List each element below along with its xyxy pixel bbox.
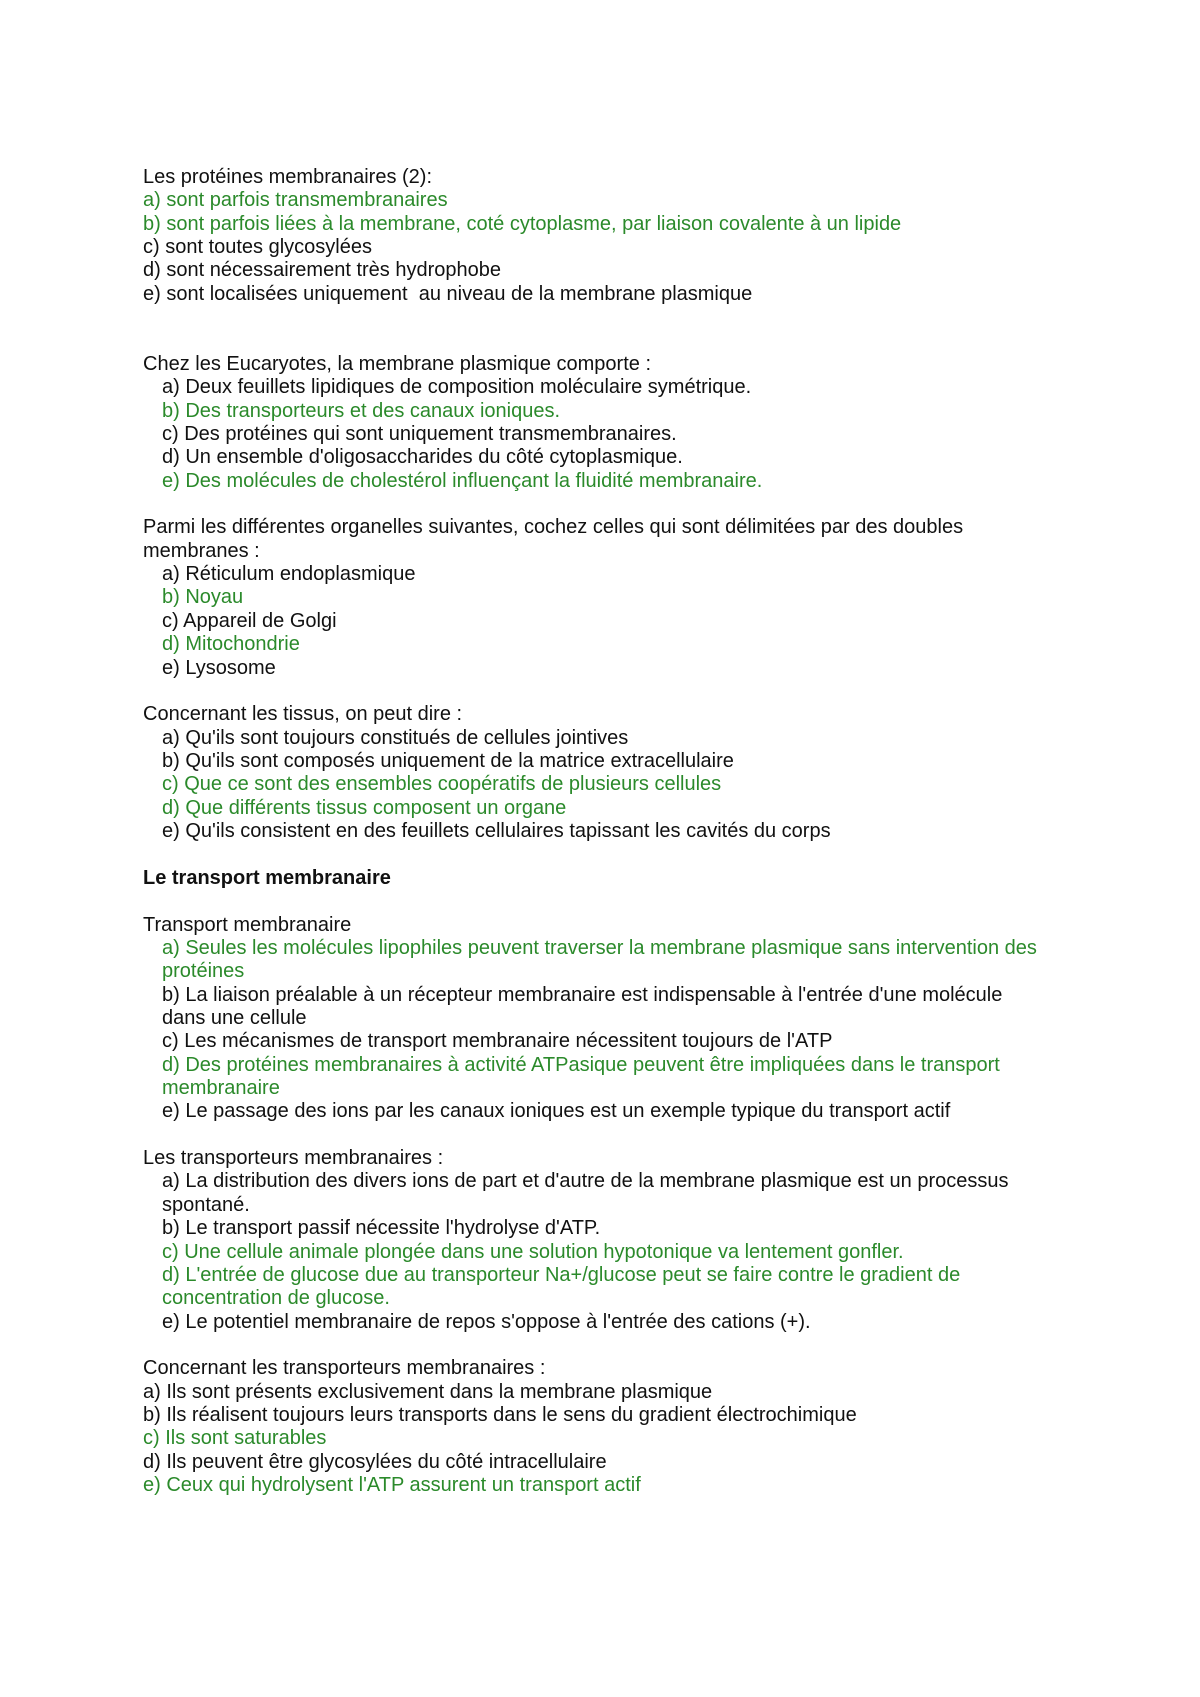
answer-option-line: b) La liaison préalable à un récepteur membranaire est indispensable à l'entrée d'une molécule (162, 983, 1003, 1006)
answer-option-line: e) sont localisées uniquement au niveau de la membrane plasmique (143, 282, 753, 305)
question-prompt-line: Concernant les transporteurs membranaires : (143, 1357, 546, 1380)
answer-option-line: d) Mitochondrie (162, 633, 300, 656)
answer-option-line: a) Ils sont présents exclusivement dans la membrane plasmique (143, 1380, 713, 1403)
question-prompt (143, 1147, 1200, 1170)
answer-option-c (162, 423, 1200, 446)
answer-option-line: e) Le passage des ions par les canaux ioniques est un exemple typique du transport actif (162, 1100, 951, 1123)
answer-option-b (162, 400, 1200, 423)
answer-option-line: b) sont parfois liées à la membrane, coté cytoplasme, par liaison covalente à un lipide (143, 212, 902, 235)
answer-option-line: spontané. (162, 1193, 250, 1216)
answer-option-e (143, 283, 1200, 306)
answer-option-d (162, 633, 1200, 656)
answer-option-e (143, 1474, 1200, 1497)
question-prompt (143, 166, 1200, 189)
answer-option-c (162, 1241, 1200, 1264)
answer-option-line: d) Des protéines membranaires à activité ATPasique peuvent être impliquées dans le transport (162, 1053, 1000, 1076)
answer-option-line: b) Ils réalisent toujours leurs transports dans le sens du gradient électrochimique (143, 1404, 857, 1427)
question-prompt-line: Transport membranaire (143, 913, 352, 936)
answer-option-e (162, 1100, 1200, 1123)
question-prompt (143, 1357, 1200, 1380)
question-block-3 (143, 516, 1200, 680)
answer-option-d (162, 446, 1200, 469)
question-block-2 (143, 353, 1200, 493)
answer-option-line: b) Le transport passif nécessite l'hydrolyse d'ATP. (162, 1217, 601, 1240)
question-prompt (143, 516, 1200, 563)
question-block-4 (143, 703, 1200, 843)
answer-option-line: d) sont nécessairement très hydrophobe (143, 259, 501, 282)
section-heading: Le transport membranaire (143, 866, 391, 889)
question-block-6 (143, 1147, 1200, 1334)
answer-option-d (143, 1451, 1200, 1474)
question-block-5 (143, 914, 1200, 1124)
answer-option-c (162, 610, 1200, 633)
answer-option-line: a) Qu'ils sont toujours constitués de cellules jointives (162, 726, 629, 749)
answer-option-line: d) Ils peuvent être glycosylées du côté intracellulaire (143, 1450, 607, 1473)
answer-option-line: membranaire (162, 1077, 280, 1100)
answer-option-a (162, 727, 1200, 750)
answer-option-c (162, 773, 1200, 796)
question-block-7 (143, 1357, 1200, 1497)
section-heading-block (143, 867, 1200, 890)
answer-option-line: d) Un ensemble d'oligosaccharides du côté cytoplasmique. (162, 446, 683, 469)
answer-option-a (143, 1381, 1200, 1404)
answer-option-line: c) Appareil de Golgi (162, 609, 337, 632)
answer-option-a (162, 376, 1200, 399)
answer-option-b (162, 1217, 1200, 1240)
answer-option-line: b) Des transporteurs et des canaux ioniques. (162, 399, 560, 422)
question-prompt-line: membranes : (143, 539, 260, 562)
answer-option-d (162, 1054, 1200, 1101)
answer-option-c (143, 236, 1200, 259)
question-prompt (143, 703, 1200, 726)
answer-option-line: c) Ils sont saturables (143, 1427, 327, 1450)
answer-option-e (162, 470, 1200, 493)
answer-option-line: d) L'entrée de glucose due au transporteur Na+/glucose peut se faire contre le gradient de (162, 1263, 961, 1286)
answer-option-a (162, 937, 1200, 984)
answer-option-line: b) Noyau (162, 586, 244, 609)
answer-option-line: protéines (162, 960, 245, 983)
question-prompt-line: Concernant les tissus, on peut dire : (143, 703, 463, 726)
answer-option-line: a) Seules les molécules lipophiles peuvent traverser la membrane plasmique sans intervention des (162, 936, 1037, 959)
answer-option-line: dans une cellule (162, 1006, 307, 1029)
question-prompt-line: Parmi les différentes organelles suivantes, cochez celles qui sont délimitées par des doubles (143, 516, 964, 539)
answer-option-line: e) Lysosome (162, 656, 276, 679)
answer-option-line: a) La distribution des divers ions de part et d'autre de la membrane plasmique est un processus (162, 1170, 1009, 1193)
question-prompt (143, 353, 1200, 376)
answer-option-e (162, 1311, 1200, 1334)
answer-option-line: e) Des molécules de cholestérol influençant la fluidité membranaire. (162, 469, 763, 492)
answer-option-d (162, 1264, 1200, 1311)
question-prompt-line: Les transporteurs membranaires : (143, 1147, 444, 1170)
answer-option-a (162, 563, 1200, 586)
question-prompt (143, 914, 1200, 937)
answer-option-line: c) Les mécanismes de transport membranaire nécessitent toujours de l'ATP (162, 1030, 833, 1053)
answer-option-line: b) Qu'ils sont composés uniquement de la matrice extracellulaire (162, 749, 734, 772)
answer-option-b (162, 750, 1200, 773)
answer-option-d (162, 797, 1200, 820)
answer-option-a (143, 189, 1200, 212)
question-block-1 (143, 166, 1200, 306)
answer-option-e (162, 657, 1200, 680)
answer-option-line: concentration de glucose. (162, 1287, 390, 1310)
answer-option-line: c) Une cellule animale plongée dans une solution hypotonique va lentement gonfler. (162, 1240, 904, 1263)
answer-option-line: a) Réticulum endoplasmique (162, 563, 416, 586)
answer-option-b (143, 1404, 1200, 1427)
answer-option-line: a) sont parfois transmembranaires (143, 189, 448, 212)
answer-option-a (162, 1170, 1200, 1217)
question-prompt-line: Chez les Eucaryotes, la membrane plasmique comporte : (143, 352, 652, 375)
answer-option-line: c) Des protéines qui sont uniquement transmembranaires. (162, 422, 677, 445)
answer-option-line: e) Ceux qui hydrolysent l'ATP assurent un transport actif (143, 1474, 641, 1497)
answer-option-c (162, 1030, 1200, 1053)
answer-option-line: d) Que différents tissus composent un organe (162, 796, 567, 819)
answer-option-b (143, 213, 1200, 236)
answer-option-line: c) sont toutes glycosylées (143, 236, 372, 259)
answer-option-d (143, 259, 1200, 282)
answer-option-line: e) Le potentiel membranaire de repos s'oppose à l'entrée des cations (+). (162, 1310, 811, 1333)
answer-option-c (143, 1427, 1200, 1450)
answer-option-b (162, 984, 1200, 1031)
answer-option-line: e) Qu'ils consistent en des feuillets cellulaires tapissant les cavités du corps (162, 820, 831, 843)
answer-option-b (162, 586, 1200, 609)
answer-option-line: a) Deux feuillets lipidiques de composition moléculaire symétrique. (162, 376, 752, 399)
answer-option-line: c) Que ce sont des ensembles coopératifs de plusieurs cellules (162, 773, 722, 796)
question-prompt-line: Les protéines membranaires (2): (143, 166, 433, 188)
answer-option-e (162, 820, 1200, 843)
